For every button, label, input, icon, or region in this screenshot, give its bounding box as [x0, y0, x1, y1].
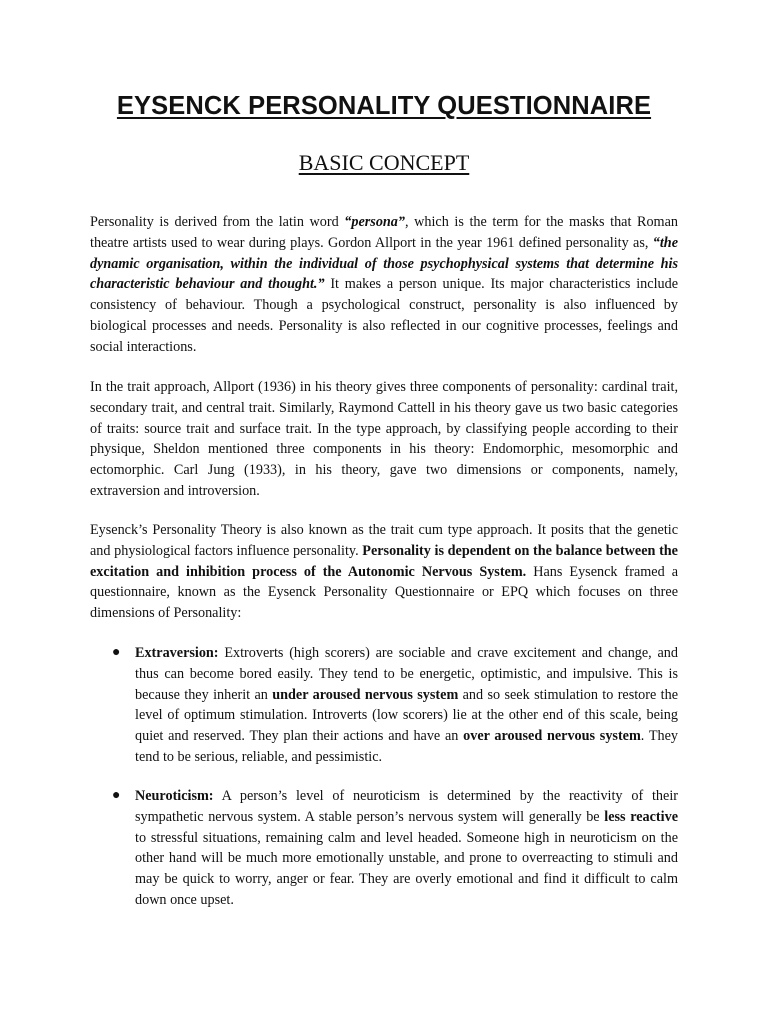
section-heading: BASIC CONCEPT: [298, 150, 470, 175]
bullet-body: Extroverts (high scorers) are sociable and crave excitement and change, and thus can become bored easily. They tend to be energetic, optimistic, and impulsive. This is because they inherit an: [135, 645, 678, 703]
bullet-body: A person’s level of neuroticism is determined by the reactivity of their sympathetic nervous system. A stable person’s nervous system will generally be: [135, 788, 678, 825]
paragraph-text: Hans Eysenck framed a questionnaire, known as the Eysenck Personality Questionnaire or EPQ which focuses on three dimensions of Personality:: [90, 563, 678, 622]
bullet-text: [135, 786, 678, 911]
bullet-body: . They tend to be serious, reliable, and pessimistic.: [135, 728, 678, 765]
paragraph-text: Eysenck’s Personality Theory is also known as the trait cum type approach. It posits that the genetic and physiological factors influence personality.: [90, 522, 678, 559]
bullet-text: [135, 643, 678, 768]
emphasis-text: under aroused nervous system: [272, 686, 459, 703]
term-persona: “persona”: [344, 214, 405, 230]
paragraph-text: , which is the term for the masks that Roman theatre artists used to wear during plays. Gordon Allport in the year 1961 defined personality as,: [90, 214, 678, 251]
paragraph-intro: [90, 212, 678, 358]
paragraph-text: It makes a person unique. Its major characteristics include consistency of behaviour. Though a psychological construct, personality is also influenced by biological processes and needs. Personality is also reflected in our cognitive processes, feelings and social interactions.: [90, 276, 678, 355]
page-title: EYSENCK PERSONALITY QUESTIONNAIRE: [116, 92, 652, 120]
paragraph-eysenck-theory: [90, 520, 678, 624]
bullet-neuroticism: [112, 786, 678, 911]
paragraph-trait-approach: In the trait approach, Allport (1936) in his theory gives three components of personality: cardinal trait, secondary trait, and central trait. Similarly, Raymond Cattell in his theory gave us two basic categories of traits: source trait and surface trait. In the type approach, by classifying people according to their physique, Sheldon mentioned three components in his theory: Endomorphic, mesomorphic and ectomorphic. Carl Jung (1933), in his theory, gave two dimensions or components, namely, extraversion and introversion.: [90, 379, 678, 499]
paragraph-text: Personality is derived from the latin word: [90, 214, 345, 230]
bullet-icon: ●: [112, 645, 121, 660]
emphasis-text: Personality is dependent on the balance between the excitation and inhibition process of the Autonomic Nervous System.: [90, 542, 678, 580]
bullet-extraversion: [112, 643, 678, 768]
bullet-body: to stressful situations, remaining calm and level headed. Someone high in neuroticism on the other hand will be much more emotionally unstable, and prone to overreacting to stimuli and may be quick to worry, anger or fear. They are overly emotional and find it difficult to calm down once upset.: [135, 829, 678, 908]
bullet-body: and so seek stimulation to restore the level of optimum stimulation. Introverts (low scorers) lie at the other end of this scale, being quiet and reserved. They plan their actions and have an: [135, 686, 678, 745]
bullet-icon: ●: [112, 788, 121, 803]
emphasis-text: over aroused nervous system: [463, 728, 641, 745]
bullet-term: Extraversion:: [135, 645, 219, 661]
bullet-term: Neuroticism:: [135, 788, 214, 804]
emphasis-text: less reactive: [604, 808, 678, 825]
allport-definition-quote: “the dynamic organisation, within the individual of those psychophysical systems that determine his characteristic behaviour and thought.”: [90, 234, 678, 293]
